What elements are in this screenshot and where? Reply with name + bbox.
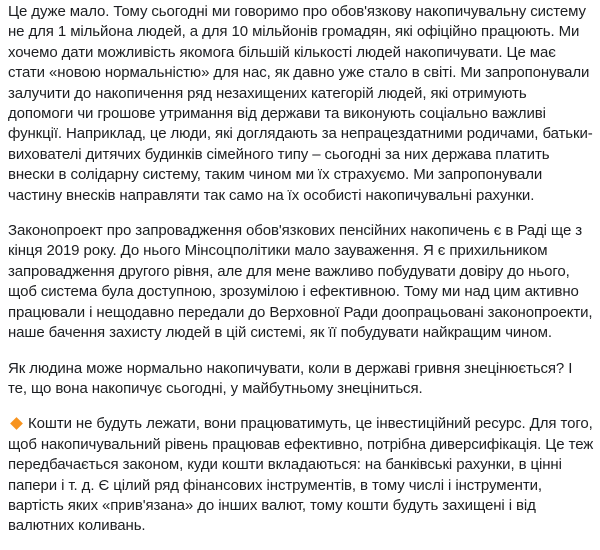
post-paragraph-2: Законопроект про запровадження обов'язкових пенсійних накопичень є в Раді ще з кінця 2019 року. До нього Мінсоцполітики мало зауваження. Я є прихильником запровадження другого рівня, але для мене важливо побудувати довіру до нього, щоб система була доступною, зрозумілою і ефективною. Тому ми над цим активно працювали і нещодавно передали до Верховної Ради доопрацьовані законопроекти, наше бачення захисту людей в цій системі, як її побудувати найкращим чином.: [8, 222, 593, 342]
post-paragraph-3: Як людина може нормально накопичувати, коли в державі гривня знецінюється? І те, що вона накопичує сьогодні, у майбутньому знеціниться.: [8, 359, 573, 397]
post-bullet-paragraph: [8, 414, 594, 536]
post-paragraph-1: Це дуже мало. Тому сьогодні ми говоримо про обов'язкову накопичувальну систему не для 1 мільйона людей, а для 10 мільйонів громадян, які офіційно працюють. Ми хочемо дати можливість якомога більшій кількості людей накопичувати. Це має стати «новою нормальністю» для нас, як давно уже стало в світі. Ми запропонували залучити до накопичення ряд незахищених категорій людей, які отримують допомоги чи грошове утримання від держави та виконують соціально важливі функції. Наприклад, це люди, які доглядають за непрацездатними родичами, батьки-вихователі дитячих будинків сімейного типу – сьогодні за них держава платить внески в солідарну систему, таким чином ми їх страхуємо. Ми запропонували частину внесків направляти так само на їх особисті накопичувальні рахунки.: [8, 3, 593, 204]
orange-diamond-icon: [10, 417, 23, 430]
post-bullet-text: Кошти не будуть лежати, вони працюватимуть, це інвестиційний ресурс. Для того, щоб накопичувальний рівень працював ефективно, потрібна диверсифікація. Це теж передбачається законом, куди кошти вкладаються: на банківські рахунки, в цінні папери і т. д. Є цілий ряд фінансових інструментів, в тому числі і інструменти, вартість яких «прив'язана» до інших валют, тому кошти будуть захищені і від валютних коливань.: [8, 415, 594, 535]
